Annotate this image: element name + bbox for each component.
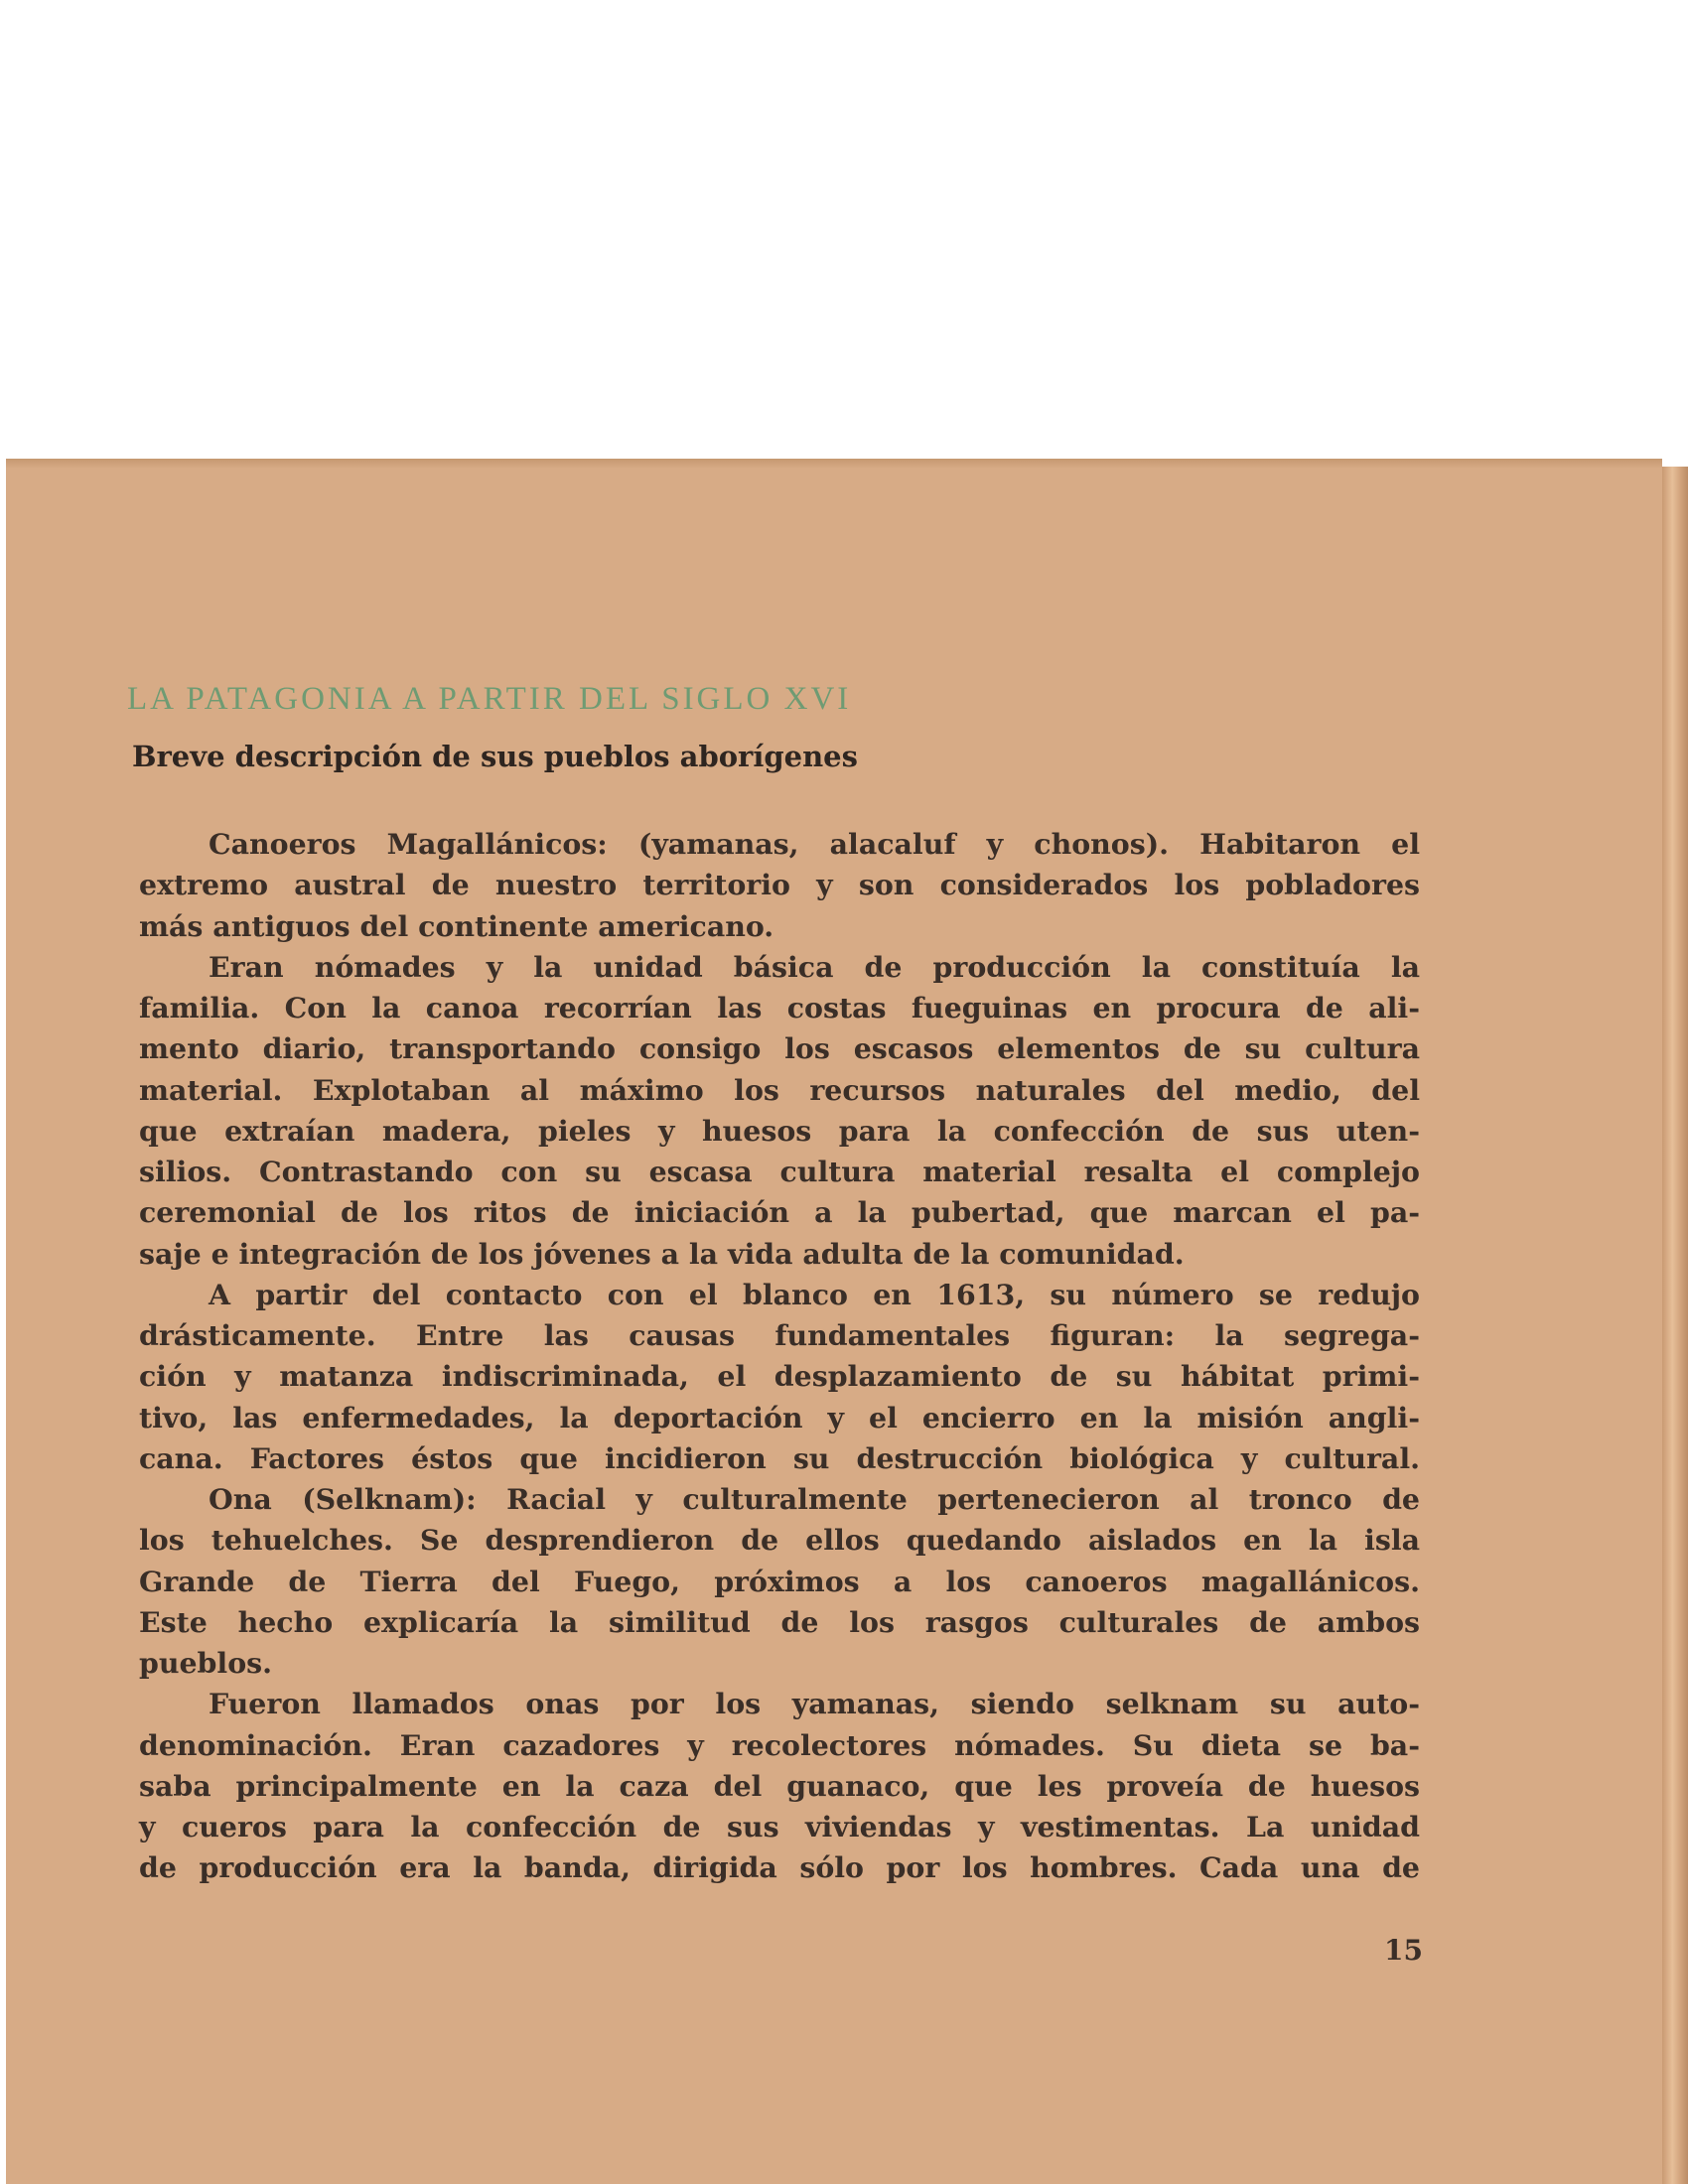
chapter-subheading: Breve descripción de sus pueblos aborígenes bbox=[132, 740, 858, 773]
text-line: drásticamente. Entre las causas fundamentales figuran: la segrega- bbox=[139, 1318, 1420, 1352]
text-line: los tehuelches. Se desprendieron de ellos quedando aislados en la isla bbox=[139, 1523, 1420, 1558]
text-line: Grande de Tierra del Fuego, próximos a los canoeros magallánicos. bbox=[139, 1564, 1420, 1598]
text-line: ción y matanza indiscriminada, el desplazamiento de su hábitat primi- bbox=[139, 1359, 1420, 1394]
text-line: silios. Contrastando con su escasa cultura material resalta el complejo bbox=[139, 1155, 1420, 1188]
body-text bbox=[139, 824, 1420, 1889]
page-edge bbox=[1662, 467, 1688, 2184]
text-line: de producción era la banda, dirigida sólo por los hombres. Cada una de bbox=[139, 1850, 1420, 1885]
text-line: Eran nómades y la unidad básica de producción la constituía la bbox=[209, 949, 1420, 984]
text-line: cana. Factores éstos que incidieron su destrucción biológica y cultural. bbox=[139, 1440, 1420, 1475]
text-line: Canoeros Magallánicos: (yamanas, alacaluf y chonos). Habitaron el bbox=[209, 827, 1420, 861]
text-line: Este hecho explicaría la similitud de los rasgos culturales de ambos bbox=[139, 1604, 1420, 1639]
text-line: extremo austral de nuestro territorio y son considerados los pobladores bbox=[139, 868, 1420, 902]
page-top-shadow bbox=[6, 459, 1662, 469]
text-line: saba principalmente en la caza del guanaco, que les proveía de huesos bbox=[139, 1768, 1420, 1803]
text-line: denominación. Eran cazadores y recolectores nómades. Su dieta se ba- bbox=[139, 1727, 1420, 1762]
text-line: familia. Con la canoa recorrían las costas fueguinas en procura de ali- bbox=[139, 991, 1420, 1024]
text-line: A partir del contacto con el blanco en 1613, su número se redujo bbox=[209, 1277, 1420, 1311]
text-line: Fueron llamados onas por los yamanas, siendo selknam su auto- bbox=[209, 1687, 1420, 1721]
text-line: tivo, las enfermedades, la deportación y el encierro en la misión angli- bbox=[139, 1400, 1420, 1434]
text-line: Ona (Selknam): Racial y culturalmente pertenecieron al tronco de bbox=[209, 1482, 1420, 1516]
text-line: pueblos. bbox=[139, 1646, 272, 1680]
text-line: material. Explotaban al máximo los recursos naturales del medio, del bbox=[139, 1072, 1420, 1107]
text-line: más antiguos del continente americano. bbox=[139, 908, 774, 943]
chapter-heading: LA PATAGONIA A PARTIR DEL SIGLO XVI bbox=[127, 681, 852, 717]
text-line: mento diario, transportando consigo los escasos elementos de su cultura bbox=[139, 1031, 1420, 1066]
text-line: que extraían madera, pieles y huesos para la confección de sus uten- bbox=[139, 1113, 1420, 1148]
text-line: ceremonial de los ritos de iniciación a la pubertad, que marcan el pa- bbox=[139, 1195, 1420, 1230]
text-line: saje e integración de los jóvenes a la vida adulta de la comunidad. bbox=[139, 1236, 1185, 1271]
text-line: y cueros para la confección de sus viviendas y vestimentas. La unidad bbox=[139, 1810, 1420, 1843]
page-number: 15 bbox=[1384, 1934, 1423, 1967]
